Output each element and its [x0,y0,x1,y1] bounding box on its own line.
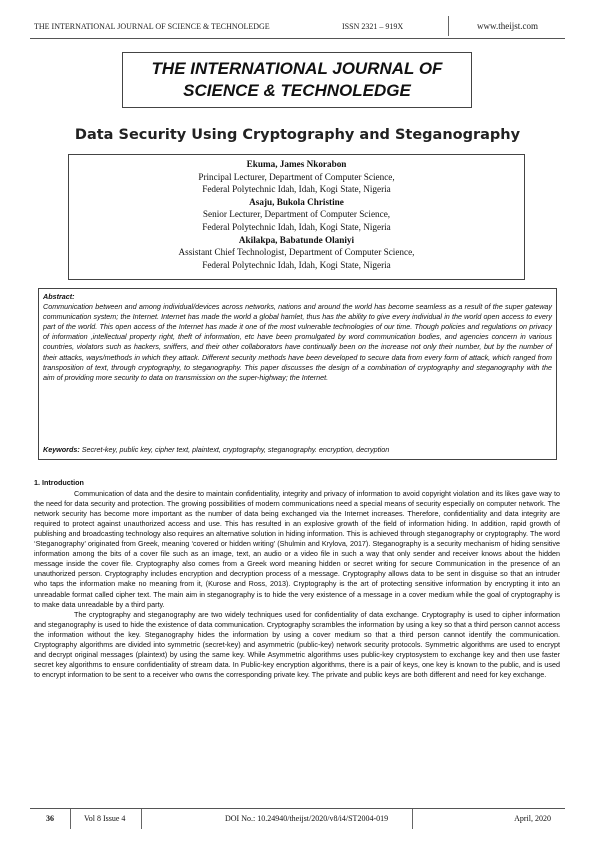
abstract-box [38,288,557,460]
author-role: Principal Lecturer, Department of Computer Science, [198,171,395,182]
page-footer [30,808,565,833]
author-affiliation: Federal Polytechnic Idah, Idah, Kogi State, Nigeria [202,259,391,270]
header-url-link[interactable]: www.theijst.com [448,16,566,36]
header-issn: ISSN 2321 – 919X [342,22,404,31]
journal-title-line2: SCIENCE & TECHNOLEDGE [183,81,411,100]
keywords-text: Secret-key, public key, cipher text, plaintext, cryptography, steganography. encryption, decryption [81,445,390,454]
authors-box [68,154,525,280]
header-journal-name: THE INTERNATIONAL JOURNAL OF SCIENCE & TECHNOLEDGE [34,22,270,31]
introduction-paragraph: Communication of data and the desire to maintain confidentiality, integrity and privacy of information to avoid copyright violation and its likes gave way to the need for data security and protection. The growing possibilities of modern communications need a special means of security especially on computer network. The network security has become more important as the number of data being exchanged via the Internet increases. Therefore, confidentiality and data integrity are required to protect against unauthorized access and use. This has resulted in an explosive growth of the field of information hiding. In addition, rapid growth of publishing and broadcasting technology also requires an alternative solution in hiding information. This is achieved through steganography or cryptography. The word ‘Steganography’ originated from Greek, meaning ‘covered or hidden writing’ (Shulmin and Krylova, 2017). Steganography is a security mechanism of hiding sensitive information among the bits of a cover file such as an image, text, an audio or a video file in such a way that only sender and receiver knows about the hidden message inside the cover file. Cryptography also comes from a Greek word meaning hidden or secret writing for secure Communication in the presence of an unauthorized person. Cryptography includes encryption and decryption process of a message. Cryptography allows data to be sent in disguise so that an intruder who taps the information make no meaning from it, (Kurose and Ross, 2013). Cryptography is the art of protecting sensitive information by encrypting it into an unreadable format called cipher text. The main aim in steganography is to hide the very existence of a message in a cover medium while the goal of cryptography is to make data unreadable by a third party. [34,489,560,609]
author-name: Ekuma, James Nkorabon [246,159,347,169]
journal-title-box [122,52,472,108]
footer-date: April, 2020 [514,814,551,823]
footer-volume: Vol 8 Issue 4 [84,809,142,829]
author-affiliation: Federal Polytechnic Idah, Idah, Kogi State, Nigeria [202,221,391,232]
author-affiliation: Federal Polytechnic Idah, Idah, Kogi State, Nigeria [202,184,391,195]
introduction-paragraph: The cryptography and steganography are two widely techniques used for confidentiality of data exchange. Cryptography is used to cipher information and steganography is used to hide the existence of data communication. Cryptography scrambles the information by using a key so that a third person cannot access the information without the key. Steganography hides the information by using a cover medium so that a third person cannot identify the communication. Cryptography algorithms are divided into symmetric (secret-key) and asymmetric (public-key) network security protocols. Symmetric algorithms are used to encrypt and decrypt original messages (plaintext) by using the same key. While Asymmetric algorithms uses public-key cryptosystem to exchange key and then use faster secret key algorithms to ensure confidentiality of stream data. In Public-key encryption algorithms, there is a pair of keys, one key is known to the public, and is used to encrypt information to be sent to a receiver who owns the corresponding private key. The private and public keys are both different and need for key exchange. [34,609,560,679]
introduction-section [34,478,560,680]
running-header [30,16,565,40]
author-name: Asaju, Bukola Christine [249,196,344,207]
footer-doi: DOI No.: 10.24940/theijst/2020/v8/i4/ST2004-019 [225,809,413,829]
abstract-text: Communication between and among individual/devices across networks, nations and around the world has become seamless as a result of the super gateway communication system; the Internet. Internet has made the world a global hamlet, thus has the ability to give every individual in the world open access to every part of the world. This open access of the Internet has made it one of the most vulnerable technologies of our time. Though policies and regulations on privacy of information ,intellectual property right, theft of information, etc have been promulgated by word communication bodies, and agencies concern in various countries, violators such as hackers, sniffers, and their other collaborators have continually been on the increase not only their number, but by the number of their attacks, ways/methods in which they attack. Different security methods have been developed to secure data from every form of attack, which ranged from transposition of text, through cryptography, to steganography. This paper discusses the design of a combination of cryptography and steganography with the aim of providing more security to data on transmission on the super-highway; the Internet. [43,302,552,382]
author-name: Akilakpa, Babatunde Olaniyi [238,234,355,245]
paper-title: Data Security Using Cryptography and Steganography [74,127,521,143]
keywords-label: Keywords: [43,445,80,454]
footer-page-number: 36 [30,809,71,829]
author-role: Assistant Chief Technologist, Department of Computer Science, [178,247,415,258]
journal-title-line1: THE INTERNATIONAL JOURNAL OF [151,59,443,78]
keywords-line [43,445,552,455]
introduction-heading: 1. Introduction [34,478,84,487]
author-role: Senior Lecturer, Department of Computer Science, [202,209,391,220]
abstract-heading: Abstract: [43,292,75,301]
header-rule [30,38,565,39]
